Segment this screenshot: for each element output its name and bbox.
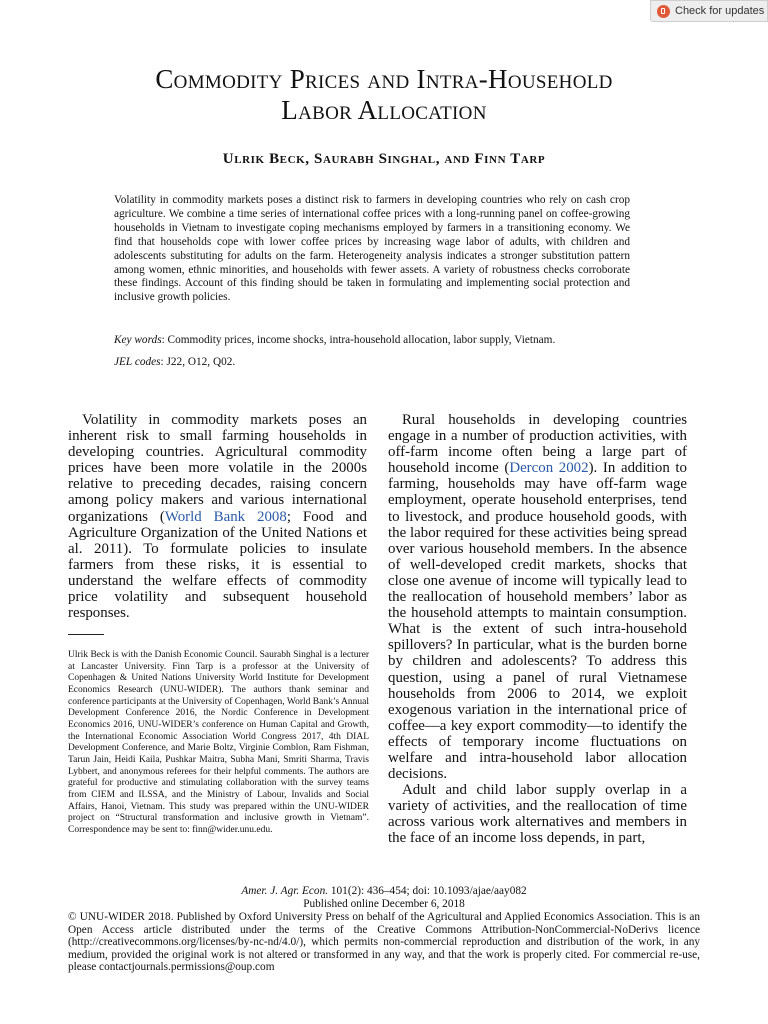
right-p1-text-a: Rural households in developing countries engage in a number of production activities, with off-farm income often being a large part of household income ( [388,412,687,477]
right-paragraph-1 [388,412,687,782]
check-for-updates-button[interactable] [650,0,768,22]
citation-details: 101(2): 436–454; doi: 10.1093/ajae/aay082 [328,885,527,897]
keywords-text: : Commodity prices, income shocks, intra-household allocation, labor supply, Vietnam. [161,334,556,346]
jel-codes [114,355,654,369]
journal-name: Amer. J. Agr. Econ. [241,885,329,897]
check-for-updates-label: Check for updates [675,5,765,17]
keywords [114,333,654,347]
license-text: © UNU-WIDER 2018. Published by Oxford University Press on behalf of the Agricultural and Applied Economics Association. This is an Open Access article distributed under the terms of the Creative Commons Attribution-NonCommercial-NoDerivs licence (http://creativecommons.org/licenses/by-nc-nd/4.0/), which permits non-commercial reproduction and distribution of the work, in any medium, provided the original work is not altered or transformed in any way, and that the work is properly cited. For commercial re-use, please contactjournals.permissions@oup.com [68,911,700,974]
keywords-label: Key words [114,334,162,346]
citation-link-world-bank[interactable]: World Bank 2008 [164,508,287,525]
left-p1-text-b: ; Food and Agriculture Organization of the United Nations et al. 2011). To formulate policies to insulate farmers from these risks, it is essential to understand the welfare effects of commodity price volatility and subsequent household responses. [68,508,367,622]
journal-citation [0,885,768,898]
title-line-1: Commodity Prices and Intra-Household [155,64,613,94]
published-date: Published online December 6, 2018 [303,898,465,910]
left-column [68,412,367,621]
update-check-icon [657,5,670,18]
author-list: Ulrik Beck, Saurabh Singhal, and Finn Tarp [222,151,546,167]
abstract [114,194,630,305]
abstract-text: Volatility in commodity markets poses a distinct risk to farmers in developing countries who rely on cash crop agriculture. We combine a time series of international coffee prices with a long-running panel on coffee-growing households in Vietnam to investigate coping mechanisms employed by farmers in a transitioning economy. We find that households cope with lower coffee prices by increasing wage labor of adults, with children and adolescents substituting for adults on the farm. Heterogeneity analysis indicates a stronger substitution pattern among women, ethnic minorities, and households with fewer assets. A variety of robustness checks corroborate these findings. Account of this finding should be taken in formulating and implementing social protection and inclusive growth policies. [114,194,630,304]
article-title [0,64,768,126]
citation-link-dercon[interactable]: Dercon 2002 [509,460,589,477]
title-line-2: Labor Allocation [281,95,487,125]
left-paragraph-1 [68,412,367,621]
jel-label: JEL codes [114,356,161,368]
footnote-divider [68,634,104,635]
right-p1-text-b: ). In addition to farming, households may have off-farm wage employment, operate household enterprises, tend to livestock, and produce household goods, with the labor required for these activities being spread over various household members. In the absence of well-developed credit markets, shocks that close one avenue of income will typically lead to the reallocation of household members’ labor as the household attempts to maintain consumption. What is the extent of such intra-household spillovers? In particular, what is the burden borne by children and adolescents? To address this question, using a panel of rural Vietnamese households from 2006 to 2014, we exploit exogenous variation in the international price of coffee—a key export commodity—to identify the effects of temporary income fluctuations on welfare and intra-household labor allocation decisions. [388,460,688,783]
jel-text: : J22, O12, Q02. [160,356,236,368]
right-column [388,412,687,847]
left-p1-text-a: Volatility in commodity markets poses an inherent risk to small farming households in developing countries. Agricultural commodity prices have been more volatile in the 2000s relative to preceding decades, raising concern among policy makers and various international organizations ( [68,412,367,525]
author-footnote: Ulrik Beck is with the Danish Economic Council. Saurabh Singhal is a lecturer at Lancaster University. Finn Tarp is a professor at the University of Copenhagen & United Nations University World Institute for Development Economics Research (UNU-WIDER). The authors thank seminar and conference participants at the University of Copenhagen, World Bank’s Annual Development Conference 2016, the Nordic Conference in Development Economics 2016, UNU-WIDER’s conference on Human Capital and Growth, the International Economic Association World Congress 2017, 4th DIAL Development Conference, and Marie Boltz, Virginie Comblon, Ram Fishman, Tarun Jain, Heidi Kaila, Pushkar Maitra, Subha Mani, Smriti Sharma, Travis Lybbert, and anonymous referees for their helpful comments. The authors are grateful for productive and stimulating collaboration with the survey teams from CIEM and ILSSA, and the Ministry of Labour, Invalids and Social Affairs, Hanoi, Vietnam. This study was prepared within the UNU-WIDER project on “Structural transformation and inclusive growth in Vietnam”. Correspondence may be sent to: finn@wider.unu.edu. [68,650,369,835]
right-paragraph-2: Adult and child labor supply overlap in a variety of activities, and the reallocation of time across various work alternatives and members in the face of an income loss depends, in part, [388,782,687,847]
